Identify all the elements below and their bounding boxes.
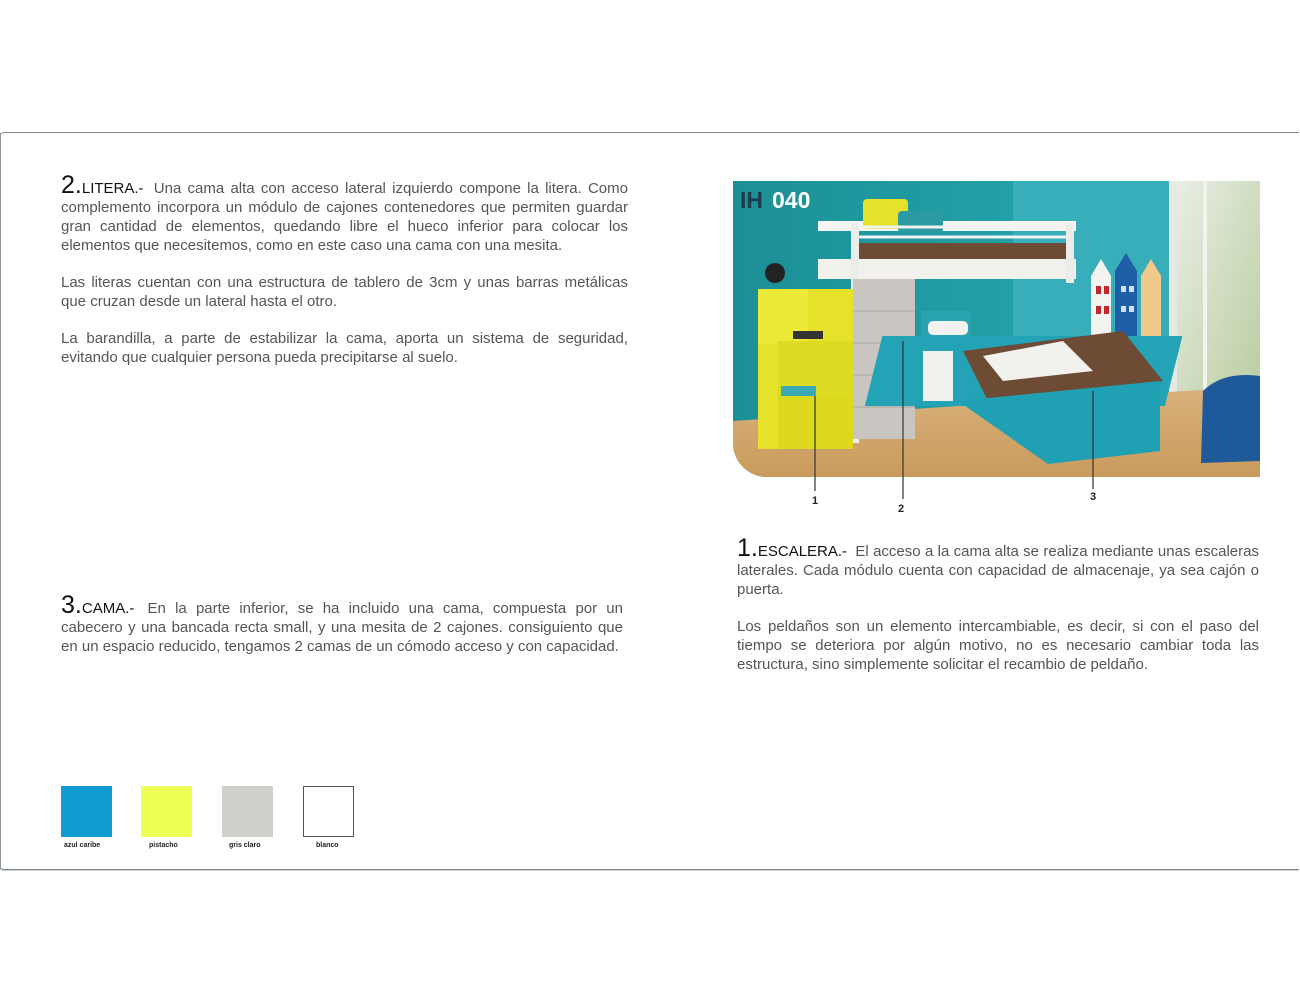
section-number: 1. <box>737 534 758 562</box>
section-title: CAMA.- <box>81 600 135 617</box>
section-title: ESCALERA.- <box>757 543 848 560</box>
escalera-paragraph-1 <box>737 534 1259 599</box>
litera-paragraph-2: Las literas cuentan con una estructura de tablero de 3cm y unas barras metálicas que cruzan desde un lateral hasta el otro. <box>61 274 628 310</box>
section-escalera <box>737 534 1259 674</box>
paragraph-text: En la parte inferior, se ha incluido una cama, compuesta por un cabecero y una bancada recta small, y una mesita de 2 cajones. consiguiento que en un espacio reducido, tengamos 2 camas de un cómodo acceso y con capacidad. <box>61 600 623 655</box>
swatch-azul-caribe <box>61 786 112 837</box>
litera-paragraph-1 <box>61 171 628 255</box>
cama-paragraph-1 <box>61 591 623 656</box>
swatch-label: gris claro <box>229 842 261 849</box>
section-number: 2. <box>61 171 82 199</box>
section-number: 3. <box>61 591 82 619</box>
swatch-pistacho <box>141 786 192 837</box>
callout-2: 2 <box>898 503 905 515</box>
swatch-label: blanco <box>316 842 339 849</box>
model-code-suffix: 040 <box>772 187 811 213</box>
swatch-blanco <box>303 786 354 837</box>
swatch-gris-claro <box>222 786 273 837</box>
escalera-paragraph-2: Los peldaños son un elemento intercambiable, es decir, si con el paso del tiempo se deteriora por algún motivo, no es necesario cambiar toda las estructura, sino simplemente solicitar el recambio de peldaño. <box>737 618 1259 673</box>
paragraph-text: Una cama alta con acceso lateral izquierdo compone la litera. Como complemento incorpora un módulo de cajones contenedores que permiten guardar gran cantidad de elementos, quedando libre el hueco inferior para colocar los elementos que necesitemos, como en este caso una cama con una mesita. <box>61 180 628 254</box>
bunk-bed-illustration <box>733 181 1260 477</box>
swatch-label: pistacho <box>149 842 178 849</box>
paragraph-text: El acceso a la cama alta se realiza mediante unas escaleras laterales. Cada módulo cuenta con capacidad de almacenaje, ya sea cajón o puerta. <box>737 543 1259 598</box>
swatch-label: azul caribe <box>64 842 101 849</box>
section-cama <box>61 591 623 656</box>
callout-1: 1 <box>812 495 819 507</box>
litera-paragraph-3: La barandilla, a parte de estabilizar la cama, aporta un sistema de seguridad, evitando que cualquier persona pueda precipitarse al suelo. <box>61 330 628 366</box>
section-title: LITERA.- <box>81 180 144 197</box>
product-photo <box>733 181 1260 477</box>
model-code-prefix: IH <box>740 187 763 213</box>
callout-3: 3 <box>1090 491 1097 503</box>
section-litera <box>61 171 628 367</box>
